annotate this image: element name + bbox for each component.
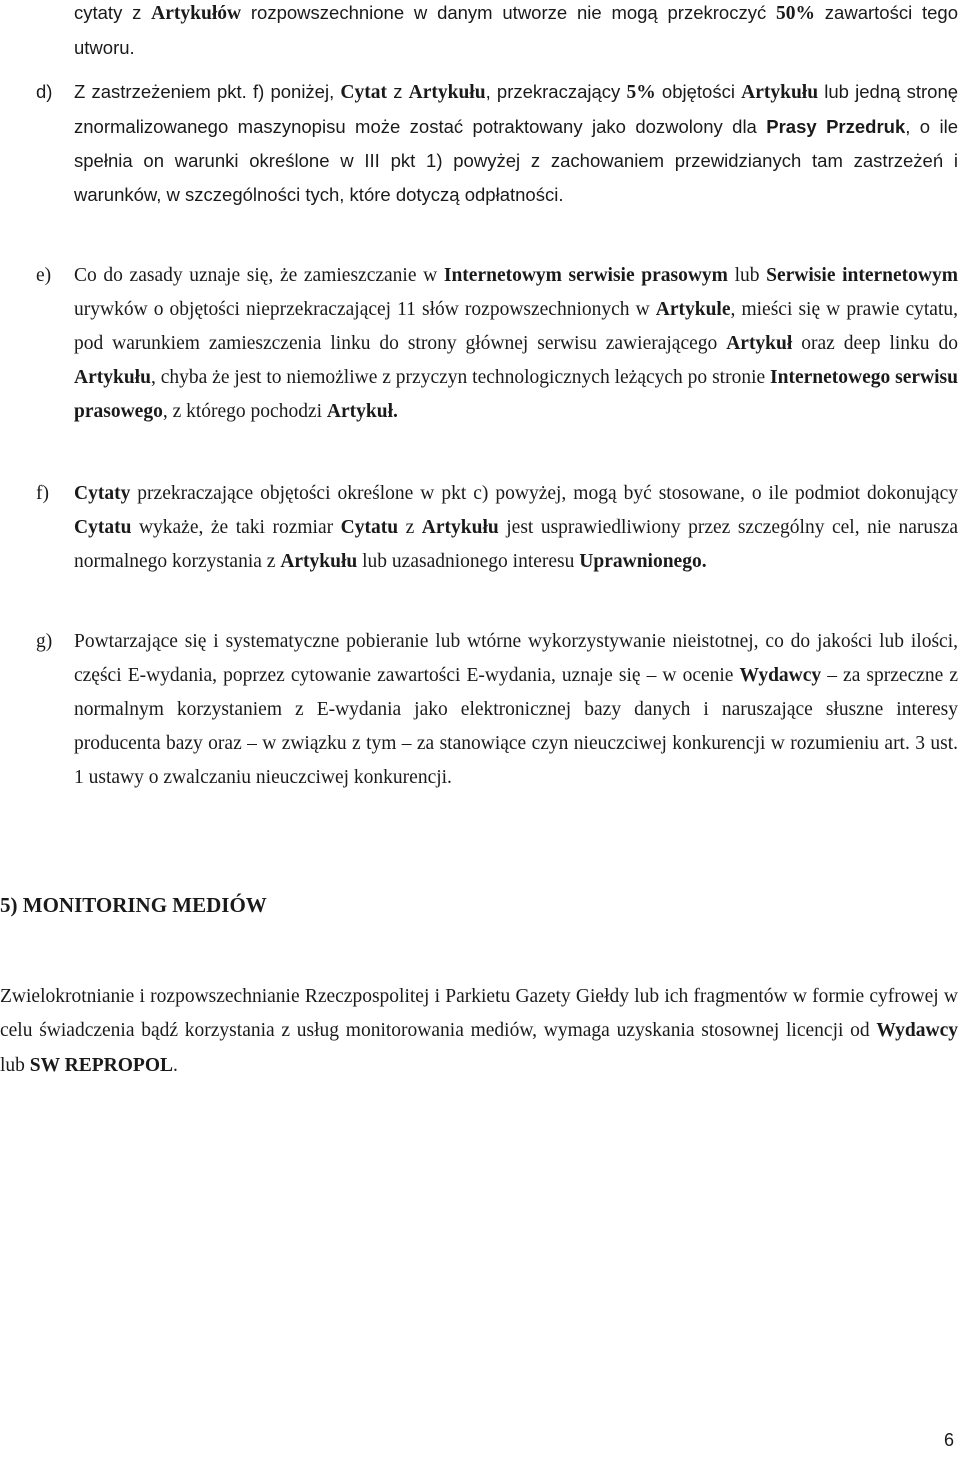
section-heading: 5) MONITORING MEDIÓW <box>0 893 267 917</box>
text-run: cytaty z <box>74 2 152 23</box>
bold-term: 50% <box>776 3 815 24</box>
bold-term: Artykułu <box>74 367 151 388</box>
bold-term: Artykułu <box>280 551 358 572</box>
bold-term: Wydawcy <box>876 1020 958 1042</box>
list-item-e <box>36 259 958 429</box>
text-run: Zwielokrotnianie i rozpowszechnianie Rzeczpospolitej i Parkietu Gazety Giełdy lub ich fragmentów w formie cyfrowej w celu świadczenia bądź korzystania z usług monitorowania mediów, wymaga uzyskania stosownej licencji od <box>0 986 958 1042</box>
bold-term: 5% <box>626 82 656 103</box>
bold-term: Artykułu <box>408 82 486 103</box>
text-run: , przekraczający <box>485 81 627 102</box>
bold-term: Serwisie internetowym <box>766 265 959 286</box>
text-run: objętości <box>655 81 742 102</box>
bold-term: Cytat <box>340 82 387 103</box>
text-run: lub <box>0 1054 30 1076</box>
list-marker: f) <box>36 483 49 504</box>
text-run: , o ile spełnia on warunki określone w III pkt 1) powyżej z zachowaniem przewidzianych tam zastrzeżeń i warunków, w szczególności tych, które dotyczą odpłatności. <box>74 116 959 205</box>
bold-term: Artykuł. <box>326 401 398 422</box>
text-run: Co do zasady uznaje się, że zamieszczanie w <box>74 265 444 286</box>
list-item-d <box>36 75 958 212</box>
text-run: jest usprawiedliwiony przez szczególny cel, nie narusza normalnego korzystania z <box>74 517 958 572</box>
list-marker: g) <box>36 631 53 652</box>
text-run: . <box>173 1054 178 1076</box>
section-paragraph <box>0 980 958 1083</box>
text-run: oraz deep linku do <box>792 333 958 354</box>
list-item-g <box>36 625 958 795</box>
text-run: z <box>398 517 422 538</box>
bold-term: Internetowego serwisu prasowego <box>74 367 958 422</box>
text-run: wykaże, że taki rozmiar <box>131 517 341 538</box>
text-run: lub <box>727 265 767 286</box>
text-run: lub uzasadnionego interesu <box>357 551 580 572</box>
bold-term: SW REPROPOL <box>29 1054 173 1076</box>
bold-term: Artykułów <box>151 3 242 24</box>
list-marker: e) <box>36 265 52 286</box>
bold-term: Wydawcy <box>739 665 822 686</box>
text-run: , chyba że jest to niemożliwe z przyczyn technologicznych leżących po stronie <box>150 367 771 388</box>
text-run: Z zastrzeżeniem pkt. f) poniżej, <box>74 81 341 102</box>
bold-term: Artykuł <box>726 333 793 354</box>
bold-term: Cytatu <box>74 517 132 538</box>
bold-term: Cytatu <box>340 517 399 538</box>
text-run: – za sprzeczne z normalnym korzystaniem z E-wydania jako elektronicznej bazy danych i naruszające słuszne interesy producenta bazy oraz – w związku z tym – za stanowiące czyn nieuczciwej konkurencji w rozumieniu art. 3 ust. 1 ustawy o zwalczaniu nieuczciwej konkurencji. <box>74 665 959 788</box>
text-run: lub jedną stronę znormalizowanego maszynopisu może zostać potraktowany jako dozwolony dla <box>74 81 959 137</box>
bold-term: Prasy Przedruk <box>766 116 906 137</box>
continuation-paragraph <box>36 0 958 65</box>
page-number: 6 <box>943 1430 954 1450</box>
list-item-f <box>36 477 958 579</box>
text-run: urywków o objętości nieprzekraczającej 11 słów rozpowszechnionych w <box>74 299 656 320</box>
list-marker: d) <box>36 81 53 102</box>
bold-term: Uprawnionego. <box>579 551 707 572</box>
text-run: Powtarzające się i systematyczne pobieranie lub wtórne wykorzystywanie nieistotnej, co do jakości lub ilości, części E-wydania, poprzez cytowanie zawartości E-wydania, uznaje się – w ocenie <box>74 631 958 686</box>
text-run: rozpowszechnione w danym utworze nie mogą przekroczyć <box>241 2 776 23</box>
text-run: , z którego pochodzi <box>162 401 327 422</box>
bold-term: Artykule <box>655 299 731 320</box>
bold-term: Artykułu <box>741 82 819 103</box>
bold-term: Cytaty <box>74 483 131 504</box>
text-run: przekraczające objętości określone w pkt c) powyżej, mogą być stosowane, o ile podmiot dokonujący <box>130 483 958 504</box>
bold-term: Artykułu <box>421 517 499 538</box>
bold-term: Internetowym serwisie prasowym <box>443 265 728 286</box>
text-run: z <box>387 81 409 102</box>
text-run: zawartości tego utworu. <box>74 2 958 58</box>
text-run: , mieści się w prawie cytatu, pod warunkiem zamieszczenia linku do strony głównej serwisu zawierającego <box>74 299 958 354</box>
